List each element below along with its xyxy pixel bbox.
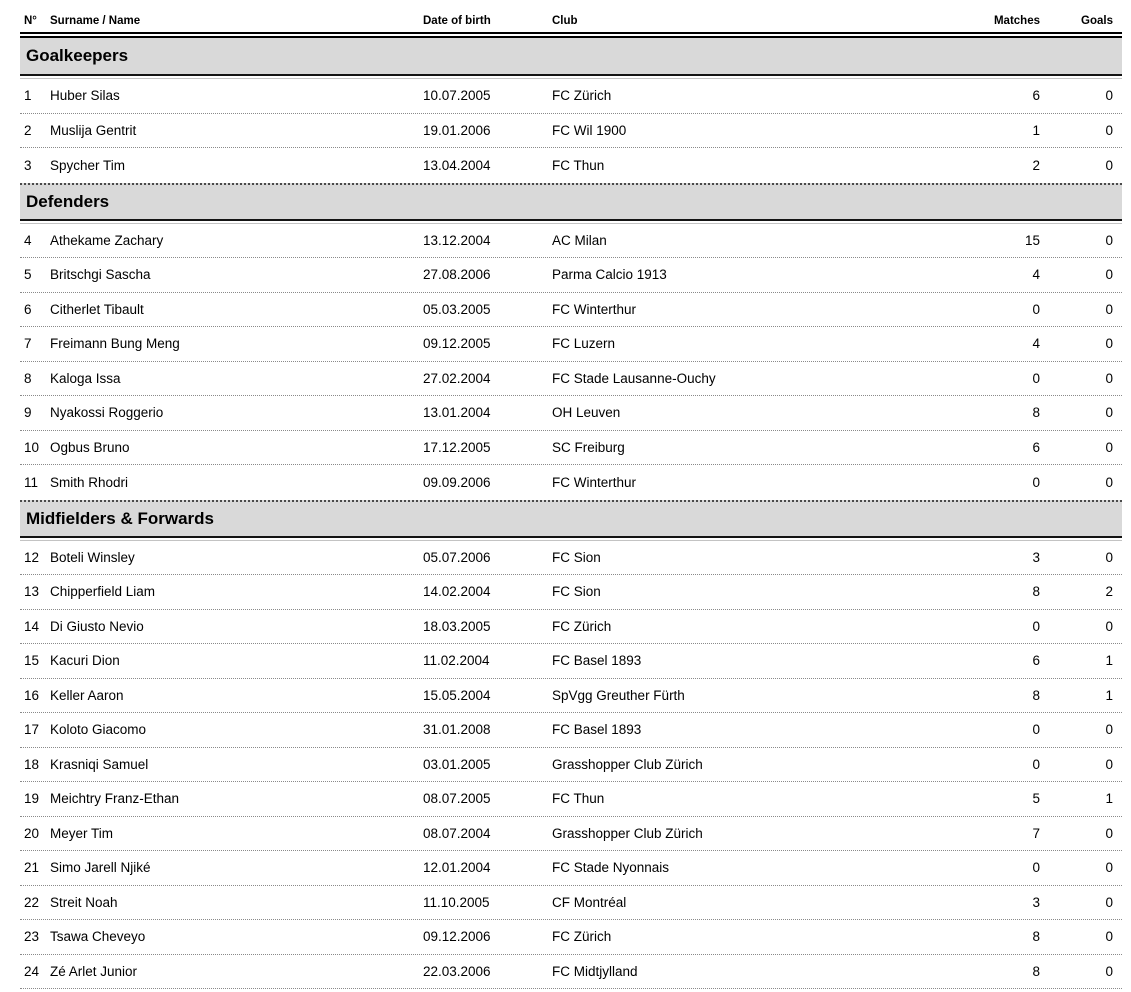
cell-goals: 0 [1105,88,1113,104]
column-header-goals: Goals [1081,14,1113,27]
cell-num: 11 [24,474,39,490]
cell-num: 12 [24,549,40,565]
table-row [20,362,1122,397]
cell-num: 18 [24,756,40,772]
table-row [20,541,1122,576]
cell-matches: 3 [1032,549,1040,565]
cell-num: 3 [24,157,32,173]
cell-matches: 0 [1032,756,1040,772]
column-header-row [20,9,1122,32]
table-row [20,575,1122,610]
cell-matches: 8 [1032,584,1040,600]
column-header-name: Surname / Name [50,14,141,27]
cell-matches: 15 [1024,232,1040,248]
cell-club: FC Winterthur [552,301,637,317]
cell-club: CF Montréal [552,894,627,910]
cell-matches: 4 [1032,267,1040,283]
cell-name: Di Giusto Nevio [50,618,144,634]
table-row [20,79,1122,114]
cell-club: FC Sion [552,549,601,565]
cell-club: Grasshopper Club Zürich [552,756,703,772]
cell-name: Tsawa Cheveyo [50,929,146,945]
table-row [20,224,1122,259]
table-row [20,748,1122,783]
cell-name: Athekame Zachary [50,232,164,248]
table-row [20,679,1122,714]
cell-matches: 5 [1032,791,1040,807]
cell-num: 16 [24,687,40,703]
cell-club: FC Thun [552,791,605,807]
cell-club: FC Zürich [552,88,612,104]
cell-num: 10 [24,439,40,455]
cell-dob: 03.01.2005 [423,756,491,772]
cell-goals: 0 [1105,860,1113,876]
cell-name: Chipperfield Liam [50,584,156,600]
cell-matches: 0 [1032,301,1040,317]
cell-goals: 0 [1105,549,1113,565]
cell-num: 24 [24,963,40,979]
cell-name: Boteli Winsley [50,549,135,565]
table-row [20,817,1122,852]
table-row [20,258,1122,293]
cell-name: Zé Arlet Junior [50,963,138,979]
section-title: Midfielders & Forwards [26,508,214,528]
cell-num: 20 [24,825,40,841]
cell-club: SpVgg Greuther Fürth [552,687,685,703]
cell-name: Meichtry Franz-Ethan [50,791,180,807]
section-title: Defenders [26,191,110,211]
squad-list-document [20,0,1122,989]
table-row [20,293,1122,328]
cell-dob: 11.02.2004 [423,653,490,669]
cell-dob: 27.08.2006 [423,267,491,283]
cell-matches: 0 [1032,860,1040,876]
cell-name: Citherlet Tibault [50,301,144,317]
cell-club: SC Freiburg [552,439,625,455]
cell-club: FC Wil 1900 [552,122,627,138]
cell-dob: 10.07.2005 [423,88,491,104]
cell-matches: 1 [1032,122,1040,138]
cell-dob: 13.12.2004 [423,232,491,248]
table-row [20,851,1122,886]
cell-matches: 7 [1032,825,1040,841]
cell-club: FC Zürich [552,618,612,634]
cell-goals: 0 [1105,474,1113,490]
cell-name: Kacuri Dion [50,653,120,669]
table-row [20,782,1122,817]
cell-num: 2 [24,122,32,138]
cell-num: 21 [24,860,40,876]
cell-dob: 14.02.2004 [423,584,491,600]
table-row [20,644,1122,679]
column-header-dob: Date of birth [423,14,491,27]
cell-matches: 8 [1032,929,1040,945]
cell-num: 23 [24,929,40,945]
cell-name: Britschgi Sascha [50,267,151,283]
cell-num: 17 [24,722,40,738]
cell-goals: 0 [1105,336,1113,352]
cell-goals: 0 [1105,618,1113,634]
cell-dob: 09.09.2006 [423,474,491,490]
cell-club: Grasshopper Club Zürich [552,825,703,841]
cell-dob: 15.05.2004 [423,687,491,703]
cell-matches: 6 [1032,439,1040,455]
cell-matches: 4 [1032,336,1040,352]
cell-name: Koloto Giacomo [50,722,147,738]
cell-club: AC Milan [552,232,607,248]
column-header-num: N° [24,14,37,27]
cell-dob: 19.01.2006 [423,122,491,138]
table-row [20,886,1122,921]
table-row [20,713,1122,748]
cell-goals: 1 [1105,653,1113,669]
cell-goals: 0 [1105,405,1113,421]
table-row [20,920,1122,955]
cell-goals: 0 [1105,301,1113,317]
cell-num: 5 [24,267,32,283]
cell-dob: 11.10.2005 [423,894,490,910]
cell-dob: 13.04.2004 [423,157,491,173]
table-row [20,114,1122,149]
table-row [20,465,1122,500]
table-row [20,148,1122,183]
table-row [20,431,1122,466]
cell-club: FC Basel 1893 [552,653,642,669]
table-row [20,327,1122,362]
table-row [20,610,1122,645]
cell-goals: 0 [1105,232,1113,248]
cell-matches: 6 [1032,653,1040,669]
cell-name: Nyakossi Roggerio [50,405,164,421]
table-row [20,396,1122,431]
cell-matches: 2 [1032,157,1040,173]
cell-goals: 0 [1105,370,1113,386]
cell-matches: 6 [1032,88,1040,104]
cell-dob: 31.01.2008 [423,722,491,738]
cell-club: FC Luzern [552,336,616,352]
cell-dob: 09.12.2005 [423,336,491,352]
cell-matches: 8 [1032,963,1040,979]
cell-dob: 13.01.2004 [423,405,491,421]
cell-club: FC Stade Nyonnais [552,860,670,876]
cell-matches: 0 [1032,370,1040,386]
cell-name: Keller Aaron [50,687,124,703]
section-header [20,38,1122,76]
cell-goals: 1 [1105,791,1113,807]
cell-dob: 12.01.2004 [423,860,491,876]
cell-dob: 08.07.2005 [423,791,491,807]
cell-name: Streit Noah [50,894,118,910]
cell-name: Simo Jarell Njiké [50,860,151,876]
cell-club: FC Basel 1893 [552,722,642,738]
cell-goals: 0 [1105,157,1113,173]
section-header [20,183,1122,221]
cell-num: 9 [24,405,32,421]
cell-club: FC Stade Lausanne-Ouchy [552,370,716,386]
cell-num: 4 [24,232,32,248]
cell-name: Ogbus Bruno [50,439,130,455]
cell-num: 6 [24,301,32,317]
cell-goals: 0 [1105,963,1113,979]
cell-dob: 22.03.2006 [423,963,491,979]
cell-num: 14 [24,618,40,634]
section-header [20,500,1122,538]
cell-matches: 8 [1032,687,1040,703]
cell-club: FC Thun [552,157,605,173]
cell-club: FC Zürich [552,929,612,945]
cell-dob: 05.07.2006 [423,549,491,565]
table-body [20,38,1122,989]
cell-num: 7 [24,336,32,352]
cell-goals: 0 [1105,439,1113,455]
cell-goals: 0 [1105,929,1113,945]
cell-num: 1 [24,88,32,104]
cell-goals: 0 [1105,122,1113,138]
cell-club: OH Leuven [552,405,621,421]
cell-goals: 0 [1105,267,1113,283]
cell-name: Krasniqi Samuel [50,756,149,772]
cell-name: Freimann Bung Meng [50,336,180,352]
cell-name: Muslija Gentrit [50,122,137,138]
cell-num: 22 [24,894,40,910]
section-title: Goalkeepers [26,46,129,65]
cell-num: 19 [24,791,40,807]
cell-name: Smith Rhodri [50,474,129,490]
cell-goals: 0 [1105,756,1113,772]
cell-dob: 05.03.2005 [423,301,491,317]
cell-matches: 0 [1032,618,1040,634]
column-header-matches: Matches [993,14,1040,27]
cell-dob: 08.07.2004 [423,825,491,841]
cell-matches: 0 [1032,474,1040,490]
cell-matches: 3 [1032,894,1040,910]
cell-club: FC Winterthur [552,474,637,490]
cell-dob: 09.12.2006 [423,929,491,945]
cell-goals: 1 [1105,687,1113,703]
cell-club: FC Midtjylland [552,963,638,979]
cell-matches: 0 [1032,722,1040,738]
cell-name: Spycher Tim [50,157,126,173]
table-row [20,955,1122,990]
cell-club: Parma Calcio 1913 [552,267,667,283]
cell-num: 15 [24,653,40,669]
cell-name: Meyer Tim [50,825,114,841]
cell-goals: 0 [1105,894,1113,910]
cell-club: FC Sion [552,584,601,600]
cell-dob: 27.02.2004 [423,370,491,386]
cell-goals: 0 [1105,825,1113,841]
cell-num: 13 [24,584,40,600]
cell-matches: 8 [1032,405,1040,421]
cell-num: 8 [24,370,32,386]
column-header-club: Club [552,14,578,27]
cell-name: Kaloga Issa [50,370,121,386]
cell-goals: 0 [1105,722,1113,738]
cell-dob: 17.12.2005 [423,439,491,455]
cell-name: Huber Silas [50,88,120,104]
cell-dob: 18.03.2005 [423,618,491,634]
cell-goals: 2 [1105,584,1113,600]
